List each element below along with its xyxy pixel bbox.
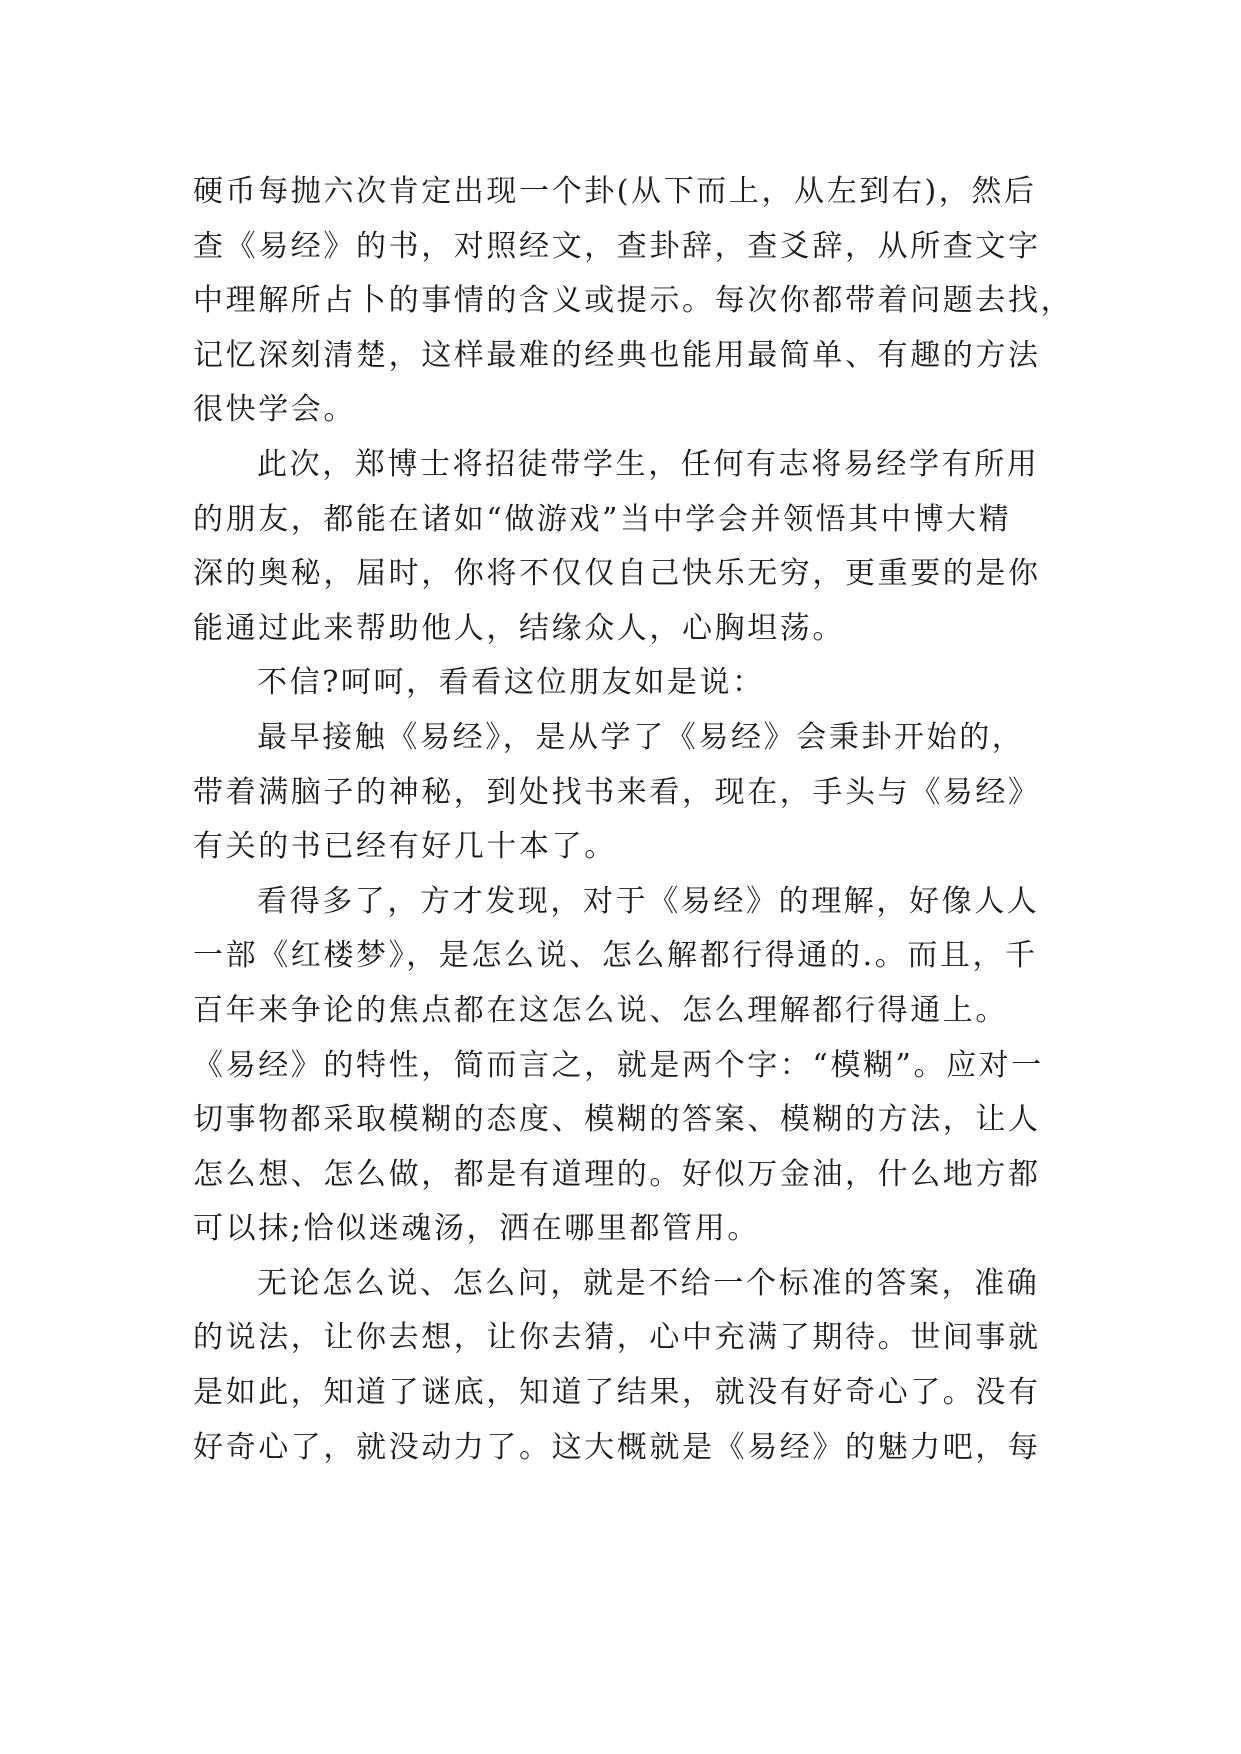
- paragraph-1: [193, 165, 1093, 438]
- text-line: 的朋友，都能在诸如“做游戏”当中学会并领悟其中博大精: [193, 501, 1012, 537]
- text-line: 看得多了，方才发现，对于《易经》的理解，好像人人: [257, 883, 1040, 919]
- text-line: 切事物都采取模糊的态度、模糊的答案、模糊的方法，让人: [193, 1102, 1041, 1138]
- text-line: 可以抹;恰似迷魂汤，洒在哪里都管用。: [193, 1211, 760, 1247]
- text-line: 的说法，让你去想，让你去猜，心中充满了期待。世间事就: [193, 1320, 1041, 1356]
- text-line: 查《易经》的书，对照经文，查卦辞，查爻辞，从所查文字: [193, 228, 1041, 264]
- paragraph-2: [193, 438, 1093, 656]
- paragraph-6: [193, 1257, 1093, 1475]
- text-line: 深的奥秘，届时，你将不仅仅自己快乐无穷，更重要的是你: [193, 556, 1041, 592]
- text-line: 不信?呵呵，看看这位朋友如是说：: [257, 665, 765, 701]
- text-line: 是如此，知道了谜底，知道了结果，就没有好奇心了。没有: [193, 1375, 1041, 1411]
- text-line: 一部《红楼梦》，是怎么说、怎么解都行得通的.。而且，千: [193, 938, 1038, 974]
- paragraph-3: [193, 656, 1093, 711]
- text-line: 最早接触《易经》，是从学了《易经》会秉卦开始的，: [257, 719, 1025, 755]
- text-line: 百年来争论的焦点都在这怎么说、怎么理解都行得通上。: [193, 992, 1008, 1028]
- text-line: 带着满脑子的神秘，到处找书来看，现在，手头与《易经》: [193, 774, 1041, 810]
- text-line: 此次，郑博士将招徒带学生，任何有志将易经学有所用: [257, 446, 1040, 482]
- paragraph-5: [193, 875, 1093, 1257]
- document-body: [193, 165, 1093, 1475]
- paragraph-4: [193, 711, 1093, 875]
- text-line: 怎么想、怎么做，都是有道理的。好似万金油，什么地方都: [193, 1156, 1041, 1192]
- text-line: 记忆深刻清楚，这样最难的经典也能用最简单、有趣的方法: [193, 337, 1041, 373]
- text-line: 中理解所占卜的事情的含义或提示。每次你都带着问题去找，: [193, 283, 1074, 319]
- text-line: 硬币每抛六次肯定出现一个卦(从下而上，从左到右)，然后: [193, 174, 1037, 209]
- text-line: 有关的书已经有好几十本了。: [193, 829, 617, 865]
- text-line: 能通过此来帮助他人，结缘众人，心胸坦荡。: [193, 610, 845, 646]
- text-line: 《易经》的特性，简而言之，就是两个字：“模糊”。应对一: [193, 1047, 1044, 1083]
- text-line: 很快学会。: [193, 392, 356, 428]
- text-line: 好奇心了，就没动力了。这大概就是《易经》的魅力吧，每: [193, 1429, 1041, 1465]
- text-line: 无论怎么说、怎么问，就是不给一个标准的答案，准确: [257, 1265, 1040, 1301]
